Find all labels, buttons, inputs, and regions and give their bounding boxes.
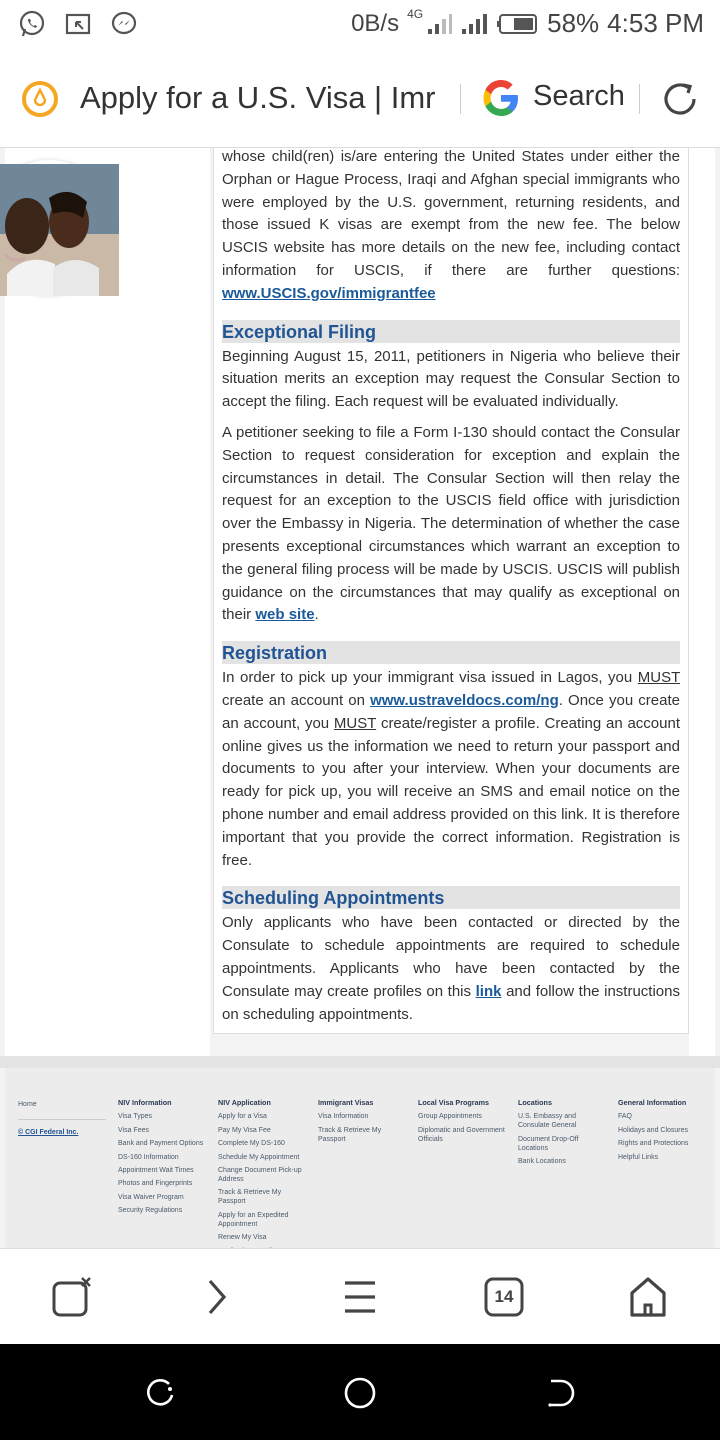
tabs-button[interactable] xyxy=(482,1275,526,1319)
footer-column-heading: NIV Application xyxy=(218,1098,271,1107)
footer-column xyxy=(618,1096,706,1166)
tab-count: 14 xyxy=(494,1287,514,1306)
footer-link[interactable]: DS-160 Information xyxy=(118,1153,179,1161)
clock: 4:53 PM xyxy=(607,8,704,38)
intro-text: whose child(ren) is/are entering the United States under either the Orphan or Hague Process, Iraqi and Afghan special immigrants who were employed by the U.S. government, returning residents, and those issued K visas are exempt from the new fee. The below USCIS website has more details on the new fee, including contact information for USCIS, if there are further questions: xyxy=(222,148,680,279)
home-button-icon[interactable] xyxy=(343,1376,377,1410)
page-title[interactable]: Apply for a U.S. Visa | Imr xyxy=(80,80,436,115)
browser-bottom-bar xyxy=(0,1248,720,1344)
footer-link[interactable]: Track & Retrieve My Passport xyxy=(318,1126,382,1143)
scheduling-link[interactable]: link xyxy=(475,982,502,1000)
footer-column-heading: Local Visa Programs xyxy=(418,1098,489,1107)
exceptional-paragraph-2: A petitioner seeking to file a Form I-130 should contact the Consular Section to request consideration for exception and explain the circumstances in detail. The Consular Section will then relay the request for an exception to the USCIS field office with jurisdiction over the Embassy in Nigeria. The determination of whether the case presents exceptional circumstances which warrant an exception to the general filing process will be made by USCIS. USCIS will publish guidance on the circumstances that may qualify as exceptional on their web site. xyxy=(222,423,680,624)
scheduling-text-1: Only applicants who have been contacted or directed by the Consulate to schedule appointments are required to schedule appointments. Applicants who have been contacted by the Consulate may create profiles on this xyxy=(222,914,680,1000)
footer-copyright-link[interactable]: © CGI Federal Inc. xyxy=(18,1119,106,1139)
left-sidebar xyxy=(5,148,210,1058)
signal-icon-2 xyxy=(461,13,489,35)
reload-icon[interactable] xyxy=(658,77,702,121)
registration-text-2: create an account on xyxy=(222,691,365,709)
footer-link[interactable]: U.S. Embassy and Consulate General xyxy=(518,1113,577,1130)
messenger-icon xyxy=(110,10,138,38)
site-favicon-icon[interactable] xyxy=(20,79,60,119)
footer-column-heading: Immigrant Visas xyxy=(318,1098,374,1107)
uscis-fee-link[interactable]: www.USCIS.gov/immigrantfee xyxy=(222,284,436,302)
footer-link[interactable]: Diplomatic and Government Officials xyxy=(418,1126,505,1143)
registration-heading: Registration xyxy=(222,641,680,664)
scheduling-heading: Scheduling Appointments xyxy=(222,886,680,909)
footer-link[interactable]: Visa Types xyxy=(118,1113,152,1121)
footer-link[interactable]: Complete My DS-160 xyxy=(218,1140,285,1148)
footer-link[interactable]: Visa Fees xyxy=(118,1126,149,1134)
web-page xyxy=(0,148,720,1248)
footer-link[interactable]: Track & Retrieve My Passport xyxy=(218,1189,282,1206)
footer-link[interactable]: Appointment Wait Times xyxy=(118,1166,194,1174)
footer-separator xyxy=(0,1056,720,1068)
footer-link[interactable]: Group Appointments xyxy=(418,1113,482,1121)
exceptional-text: A petitioner seeking to file a Form I-130 should contact the Consular Section to request consideration for exception and explain the circumstances in detail. The Consular Section will then relay the request for an exception to the USCIS field office with jurisdiction over the Embassy in Nigeria. The determination of whether the case presents exceptional circumstances which warrant an exception to the general filing process will be made by USCIS. USCIS will publish guidance on the circumstances that may qualify as exceptional on their xyxy=(222,423,680,624)
close-tab-icon[interactable] xyxy=(50,1275,94,1319)
footer-home-column xyxy=(18,1096,106,1139)
must-emphasis: MUST xyxy=(333,714,377,732)
footer-column xyxy=(218,1096,306,1260)
footer-link[interactable]: Visa Information xyxy=(318,1113,369,1121)
footer-link[interactable]: Bank Locations xyxy=(518,1158,566,1166)
signal-icon xyxy=(427,13,453,35)
picture-in-picture-icon xyxy=(64,10,92,38)
registration-paragraph xyxy=(222,667,680,872)
footer-link[interactable]: Helpful Links xyxy=(618,1153,659,1161)
footer-link[interactable]: FAQ xyxy=(618,1113,633,1121)
exceptional-paragraph-1: Beginning August 15, 2011, petitioners in Nigeria who believe their situation merits an exception may request the Consular Section to accept the filing. Each request will be evaluated individually. xyxy=(222,347,680,411)
home-icon[interactable] xyxy=(626,1275,670,1319)
battery-icon xyxy=(497,13,539,35)
status-bar xyxy=(0,0,720,50)
right-margin xyxy=(689,148,715,1058)
registration-text-3: . Once you create an account, you xyxy=(222,691,680,732)
back-button-icon[interactable] xyxy=(543,1376,577,1410)
scheduling-paragraph xyxy=(222,912,680,1026)
site-footer xyxy=(5,1068,715,1248)
footer-link[interactable]: Pay My Visa Fee xyxy=(218,1126,271,1134)
footer-column xyxy=(518,1096,606,1171)
system-navigation-bar xyxy=(0,1344,720,1440)
net-speed: 0B/s xyxy=(351,9,400,37)
registration-text-4: create/register a profile. Creating an account online gives us the information we need to return your passport and documents to you after your interview. When your documents are ready for pick up, you will receive an SMS and email notice on the phone number and email address provided on this link. It is therefore important that you provide the correct information. Registration is free. xyxy=(222,714,680,869)
search-button[interactable]: Search xyxy=(533,80,625,112)
footer-link[interactable]: Bank and Payment Options xyxy=(118,1140,204,1148)
footer-link[interactable]: Renew My Visa xyxy=(218,1234,267,1242)
menu-icon[interactable] xyxy=(338,1275,382,1319)
footer-link[interactable]: Rights and Protections xyxy=(618,1140,689,1148)
ustraveldocs-link[interactable]: www.ustraveldocs.com/ng xyxy=(370,691,559,709)
footer-link[interactable]: Schedule My Appointment xyxy=(218,1153,300,1161)
footer-link[interactable]: Apply for a Visa xyxy=(218,1113,267,1121)
footer-column-heading: Locations xyxy=(518,1098,552,1107)
footer-column xyxy=(118,1096,206,1220)
couple-photo xyxy=(0,160,115,292)
divider xyxy=(639,84,640,114)
registration-text-1: In order to pick up your immigrant visa issued in Lagos, you xyxy=(222,669,633,687)
footer-column xyxy=(418,1096,506,1148)
network-type: 4G xyxy=(407,6,424,21)
divider xyxy=(460,84,461,114)
footer-link[interactable]: Holidays and Closures xyxy=(618,1126,689,1134)
main-content xyxy=(213,148,689,1034)
google-logo-icon[interactable] xyxy=(480,77,522,119)
footer-home-link[interactable]: Home xyxy=(18,1101,37,1108)
exceptional-filing-heading: Exceptional Filing xyxy=(222,320,680,343)
recent-apps-icon[interactable] xyxy=(143,1376,177,1410)
footer-link[interactable]: Change Document Pick-up Address xyxy=(218,1166,302,1183)
footer-link[interactable]: Document Drop-Off Locations xyxy=(518,1135,579,1152)
intro-paragraph xyxy=(222,146,680,306)
footer-link[interactable]: Security Regulations xyxy=(118,1207,183,1215)
must-emphasis: MUST xyxy=(637,669,680,687)
footer-link[interactable]: Photos and Fingerprints xyxy=(118,1180,193,1188)
whatsapp-icon xyxy=(18,10,46,38)
footer-column-heading: NIV Information xyxy=(118,1098,172,1107)
uscis-web-site-link[interactable]: web site xyxy=(255,606,315,624)
status-indicators xyxy=(351,8,704,39)
scheduling-text-2: and follow the instructions on scheduling appointments. xyxy=(222,982,680,1023)
footer-column xyxy=(318,1096,406,1148)
battery-level: 58% xyxy=(547,8,600,38)
browser-toolbar xyxy=(0,50,720,148)
notification-icons xyxy=(18,10,138,38)
footer-column-heading: General Information xyxy=(618,1098,687,1107)
forward-icon[interactable] xyxy=(194,1275,238,1319)
footer-link[interactable]: Visa Waiver Program xyxy=(118,1193,184,1201)
footer-link[interactable]: Apply for an Expedited Appointment xyxy=(218,1211,289,1228)
